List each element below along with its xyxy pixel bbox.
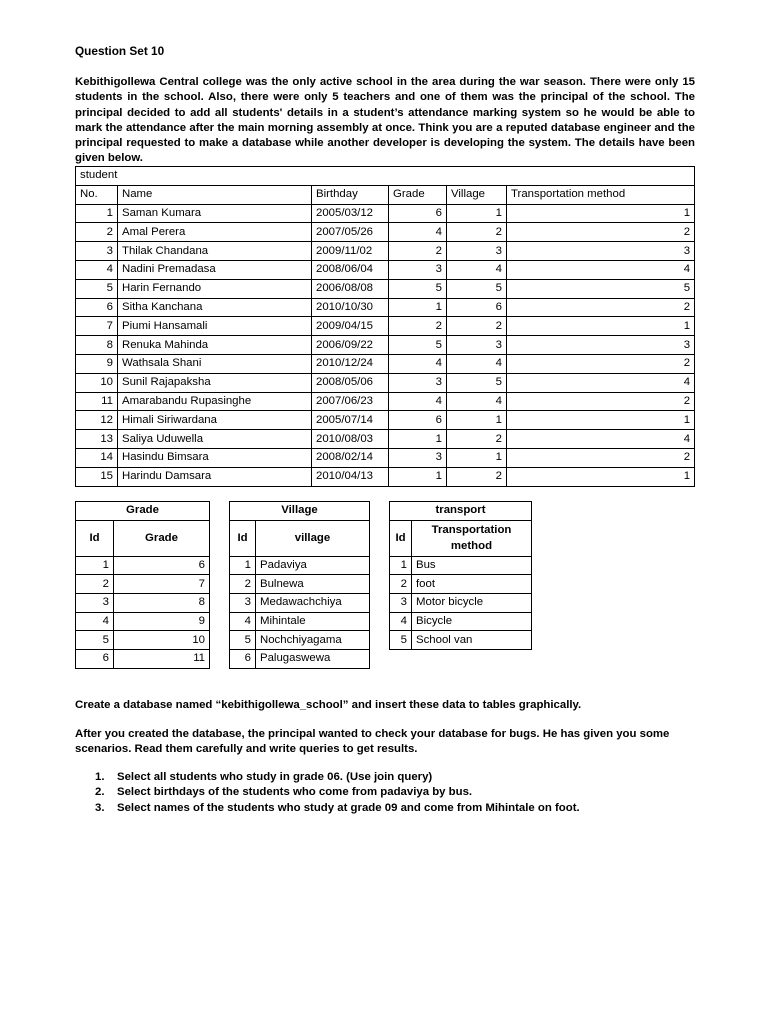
table-cell: 3 xyxy=(390,594,412,613)
column-header: Grade xyxy=(114,520,210,556)
table-cell: 2006/09/22 xyxy=(312,336,389,355)
table-cell: Bicycle xyxy=(412,612,532,631)
list-item-text: Select all students who study in grade 06. (Use join query) xyxy=(117,771,433,783)
table-row xyxy=(390,556,532,575)
table-cell: 11 xyxy=(114,650,210,669)
table-row xyxy=(76,242,695,261)
table-cell: 2006/08/08 xyxy=(312,279,389,298)
table-row xyxy=(76,223,695,242)
table-cell: 6 xyxy=(389,204,447,223)
table-cell: 4 xyxy=(447,260,507,279)
column-header: Transportation method xyxy=(412,520,532,556)
table-cell: 1 xyxy=(76,204,118,223)
transport-table xyxy=(389,501,532,650)
table-row xyxy=(230,556,370,575)
table-cell: 2 xyxy=(389,242,447,261)
table-cell: Thilak Chandana xyxy=(118,242,312,261)
list-item-number: 2. xyxy=(95,786,105,799)
table-cell: 4 xyxy=(447,354,507,373)
table-cell: 3 xyxy=(447,336,507,355)
table-cell: 2 xyxy=(230,575,256,594)
table-cell: 4 xyxy=(447,392,507,411)
column-header: Grade xyxy=(389,185,447,204)
table-cell: 1 xyxy=(447,204,507,223)
table-row xyxy=(76,650,210,669)
table-cell: 4 xyxy=(507,373,695,392)
table-cell: 5 xyxy=(447,279,507,298)
table-cell: Himali Siriwardana xyxy=(118,411,312,430)
grade-table xyxy=(75,501,210,669)
column-header: village xyxy=(256,520,370,556)
table-cell: 1 xyxy=(507,317,695,336)
table-caption-row xyxy=(76,502,210,521)
scenario-list xyxy=(95,770,580,816)
table-cell: 2010/12/24 xyxy=(312,354,389,373)
table-cell: 1 xyxy=(390,556,412,575)
table-cell: 4 xyxy=(76,260,118,279)
table-cell: 2 xyxy=(507,392,695,411)
table-cell: 4 xyxy=(76,612,114,631)
table-cell: Harindu Damsara xyxy=(118,467,312,486)
table-cell: Hasindu Bimsara xyxy=(118,448,312,467)
instruction-paragraph: Create a database named “kebithigollewa_school” and insert these data to tables graphically. xyxy=(75,699,582,711)
table-row xyxy=(230,650,370,669)
village-table xyxy=(229,501,370,669)
table-cell: 6 xyxy=(389,411,447,430)
table-cell: 1 xyxy=(389,467,447,486)
table-cell: 5 xyxy=(76,631,114,650)
table-cell: 1 xyxy=(389,430,447,449)
table-row xyxy=(76,631,210,650)
table-cell: Nadini Premadasa xyxy=(118,260,312,279)
table-cell: 3 xyxy=(507,336,695,355)
table-cell: 2 xyxy=(447,430,507,449)
table-cell: 2 xyxy=(389,317,447,336)
question-set-title: Question Set 10 xyxy=(75,44,165,58)
table-cell: 2009/11/02 xyxy=(312,242,389,261)
table-header-row xyxy=(230,520,370,556)
table-cell: 3 xyxy=(389,260,447,279)
table-cell: Nochchiyagama xyxy=(256,631,370,650)
table-cell: 4 xyxy=(230,612,256,631)
table-row xyxy=(230,594,370,613)
table-cell: Amarabandu Rupasinghe xyxy=(118,392,312,411)
table-cell: 1 xyxy=(447,411,507,430)
table-cell: 5 xyxy=(507,279,695,298)
table-cell: 2007/06/23 xyxy=(312,392,389,411)
table-cell: 5 xyxy=(390,631,412,650)
table-cell: 2008/06/04 xyxy=(312,260,389,279)
table-cell: Sitha Kanchana xyxy=(118,298,312,317)
column-header: Village xyxy=(447,185,507,204)
table-cell: 2 xyxy=(507,223,695,242)
table-row xyxy=(230,631,370,650)
table-row xyxy=(76,430,695,449)
table-row xyxy=(76,317,695,336)
table-cell: 1 xyxy=(507,204,695,223)
table-row xyxy=(76,392,695,411)
column-header: Name xyxy=(118,185,312,204)
table-cell: Padaviya xyxy=(256,556,370,575)
table-cell: 2 xyxy=(447,317,507,336)
list-item-text: Select names of the students who study at grade 09 and come from Mihintale on foot. xyxy=(117,801,580,814)
table-cell: 6 xyxy=(76,650,114,669)
table-cell: 2 xyxy=(507,354,695,373)
table-row xyxy=(230,575,370,594)
table-cell: 11 xyxy=(76,392,118,411)
table-cell: 2 xyxy=(507,298,695,317)
table-cell: Harin Fernando xyxy=(118,279,312,298)
list-item xyxy=(95,801,580,816)
table-cell: 3 xyxy=(447,242,507,261)
table-cell: 3 xyxy=(76,242,118,261)
table-cell: 1 xyxy=(447,448,507,467)
intro-paragraph: Kebithigollewa Central college was the only active school in the area during the war season. There were only 15 students in the school. Also, there were only 5 teachers and one of them was the principal of the school. The principal decided to add all students' details in a student’s attendance marking system so he would be able to mark the attendance after the main morning assembly at once. Think you are a reputed database engineer and the principal requested to make a database while another developer is developing the system. The details have been given below. xyxy=(75,76,695,165)
column-header: Id xyxy=(76,520,114,556)
table-cell: 2009/04/15 xyxy=(312,317,389,336)
table-cell: Saliya Uduwella xyxy=(118,430,312,449)
table-row xyxy=(76,556,210,575)
table-cell: 2010/04/13 xyxy=(312,467,389,486)
table-cell: 10 xyxy=(76,373,118,392)
table-cell: 2008/05/06 xyxy=(312,373,389,392)
table-row xyxy=(76,612,210,631)
village-table-caption: Village xyxy=(230,502,370,521)
table-cell: Renuka Mahinda xyxy=(118,336,312,355)
table-cell: 13 xyxy=(76,430,118,449)
table-cell: 8 xyxy=(76,336,118,355)
scenario-intro-paragraph: After you created the database, the principal wanted to check your database for bugs. He has given you some scenarios. Read them carefully and write queries to get results. xyxy=(75,728,670,756)
list-item xyxy=(95,770,580,785)
table-caption-row xyxy=(76,167,695,186)
table-cell: 6 xyxy=(230,650,256,669)
table-cell: Mihintale xyxy=(256,612,370,631)
table-row xyxy=(76,575,210,594)
column-header: Birthday xyxy=(312,185,389,204)
table-row xyxy=(76,594,210,613)
table-row xyxy=(390,594,532,613)
table-cell: 3 xyxy=(230,594,256,613)
table-row xyxy=(76,373,695,392)
table-row xyxy=(76,467,695,486)
table-caption-row xyxy=(230,502,370,521)
table-cell: Amal Perera xyxy=(118,223,312,242)
table-header-row xyxy=(76,185,695,204)
table-cell: 1 xyxy=(389,298,447,317)
table-cell: 3 xyxy=(389,448,447,467)
table-row xyxy=(390,612,532,631)
table-cell: 4 xyxy=(389,354,447,373)
table-row xyxy=(76,448,695,467)
table-row xyxy=(76,298,695,317)
table-row xyxy=(390,575,532,594)
table-cell: Sunil Rajapaksha xyxy=(118,373,312,392)
column-header: Id xyxy=(230,520,256,556)
table-cell: 7 xyxy=(114,575,210,594)
student-table xyxy=(75,166,695,487)
table-cell: 12 xyxy=(76,411,118,430)
table-cell: Motor bicycle xyxy=(412,594,532,613)
table-row xyxy=(76,204,695,223)
table-cell: 1 xyxy=(76,556,114,575)
table-cell: 4 xyxy=(390,612,412,631)
column-header: No. xyxy=(76,185,118,204)
table-cell: 5 xyxy=(389,336,447,355)
table-cell: 9 xyxy=(114,612,210,631)
list-item-text: Select birthdays of the students who come from padaviya by bus. xyxy=(117,786,473,799)
table-cell: 1 xyxy=(507,467,695,486)
table-cell: 6 xyxy=(447,298,507,317)
table-cell: 6 xyxy=(114,556,210,575)
table-cell: 2 xyxy=(447,467,507,486)
table-cell: foot xyxy=(412,575,532,594)
table-cell: 1 xyxy=(507,411,695,430)
list-item xyxy=(95,785,580,800)
table-cell: 15 xyxy=(76,467,118,486)
table-cell: 7 xyxy=(76,317,118,336)
table-cell: 2 xyxy=(507,448,695,467)
table-row xyxy=(390,631,532,650)
table-cell: 4 xyxy=(389,392,447,411)
table-cell: Palugaswewa xyxy=(256,650,370,669)
table-row xyxy=(76,279,695,298)
student-table-caption: student xyxy=(76,167,695,186)
table-row xyxy=(76,336,695,355)
table-cell: 6 xyxy=(76,298,118,317)
table-cell: 5 xyxy=(76,279,118,298)
column-header: Transportation method xyxy=(507,185,695,204)
table-cell: 2010/08/03 xyxy=(312,430,389,449)
table-row xyxy=(76,260,695,279)
table-row xyxy=(230,612,370,631)
table-cell: 14 xyxy=(76,448,118,467)
table-row xyxy=(76,411,695,430)
table-cell: 5 xyxy=(389,279,447,298)
column-header: Id xyxy=(390,520,412,556)
table-cell: School van xyxy=(412,631,532,650)
table-cell: 2005/03/12 xyxy=(312,204,389,223)
table-cell: Bus xyxy=(412,556,532,575)
table-cell: 2008/02/14 xyxy=(312,448,389,467)
table-cell: 2 xyxy=(447,223,507,242)
table-cell: 2007/05/26 xyxy=(312,223,389,242)
table-cell: 2 xyxy=(76,575,114,594)
table-caption-row xyxy=(390,502,532,521)
table-cell: 4 xyxy=(389,223,447,242)
table-cell: 2 xyxy=(390,575,412,594)
list-item-number: 1. xyxy=(95,771,105,783)
table-cell: 2 xyxy=(76,223,118,242)
table-cell: Bulnewa xyxy=(256,575,370,594)
table-cell: 4 xyxy=(507,260,695,279)
table-cell: 9 xyxy=(76,354,118,373)
table-cell: 3 xyxy=(76,594,114,613)
table-cell: Saman Kumara xyxy=(118,204,312,223)
table-cell: 3 xyxy=(389,373,447,392)
table-cell: 5 xyxy=(230,631,256,650)
table-cell: 4 xyxy=(507,430,695,449)
table-row xyxy=(76,354,695,373)
table-cell: 10 xyxy=(114,631,210,650)
transport-table-caption: transport xyxy=(390,502,532,521)
table-cell: Wathsala Shani xyxy=(118,354,312,373)
table-cell: Medawachchiya xyxy=(256,594,370,613)
table-cell: 1 xyxy=(230,556,256,575)
list-item-number: 3. xyxy=(95,801,105,814)
table-cell: 2010/10/30 xyxy=(312,298,389,317)
table-header-row xyxy=(76,520,210,556)
table-cell: 2005/07/14 xyxy=(312,411,389,430)
table-cell: 3 xyxy=(507,242,695,261)
grade-table-caption: Grade xyxy=(76,502,210,521)
table-cell: 5 xyxy=(447,373,507,392)
table-cell: Piumi Hansamali xyxy=(118,317,312,336)
table-header-row xyxy=(390,520,532,556)
table-cell: 8 xyxy=(114,594,210,613)
